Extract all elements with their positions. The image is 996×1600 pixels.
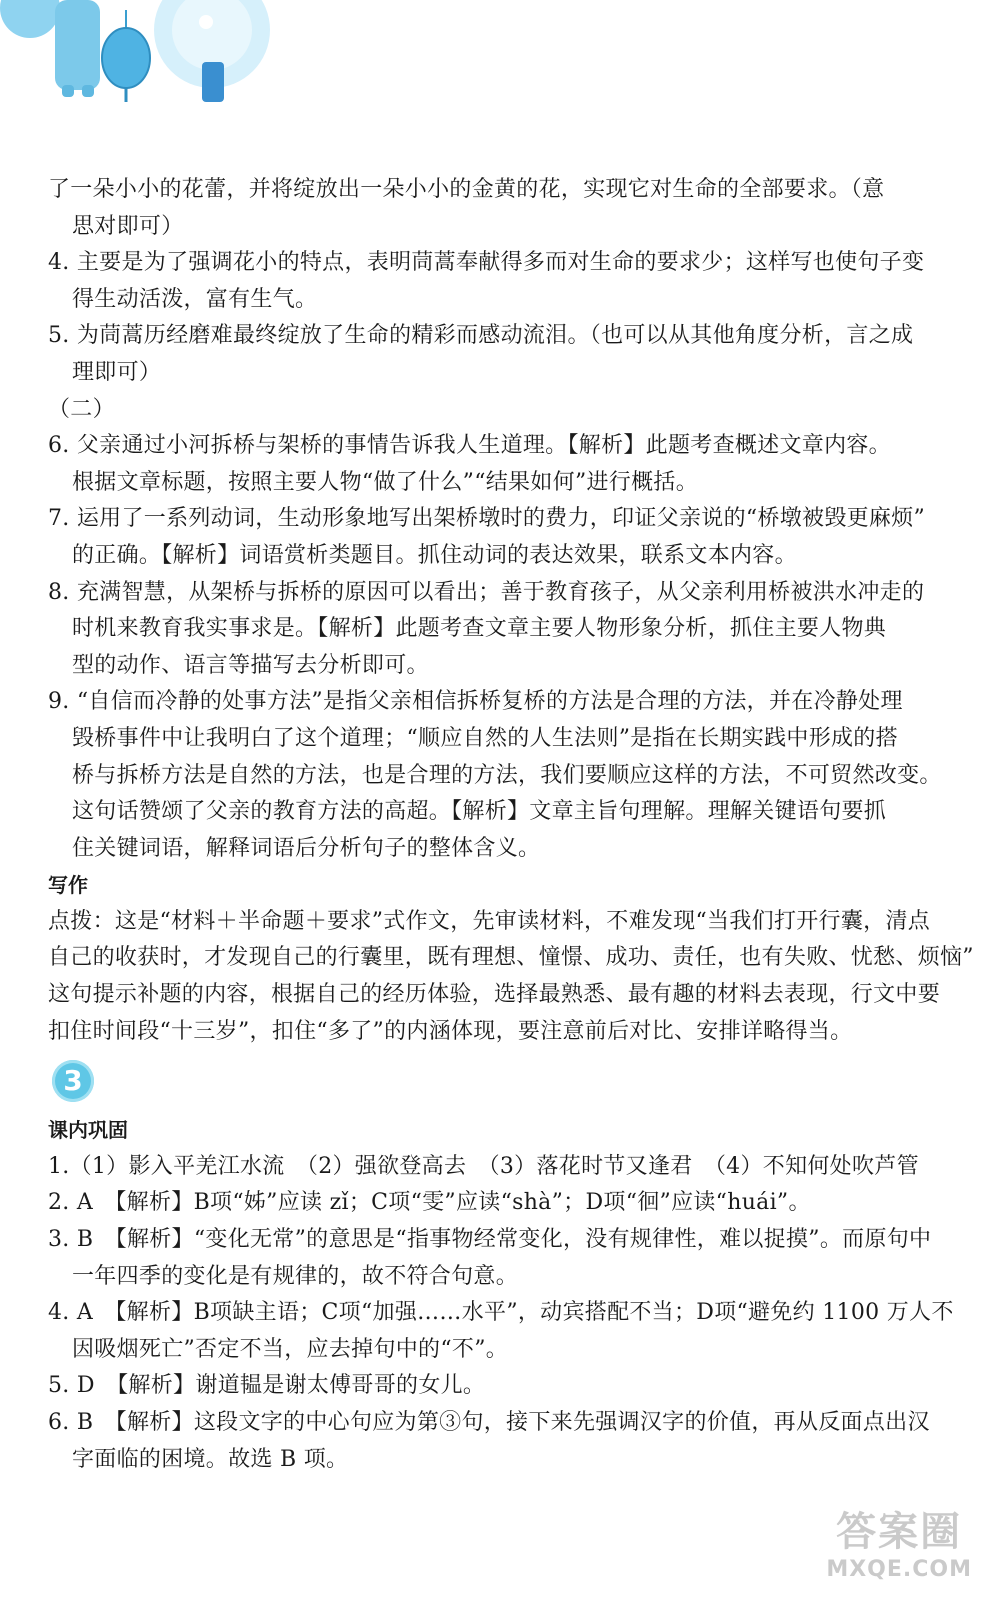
text-line: 时机来教育我实事求是。【解析】此题考查文章主要人物形象分析，抓住主要人物典 — [72, 616, 887, 642]
answer-item-2: 2. A 【解析】B项“姊”应读 zǐ；C项“雯”应读“shà”；D项“徊”应读“huái”。 — [48, 1190, 811, 1216]
answer-item-5b: 5. D 【解析】谢道韫是谢太傅哥哥的女儿。 — [48, 1373, 486, 1399]
text-line: 字面临的困境。故选 B 项。 — [72, 1446, 349, 1472]
answer-item-5: 5. 为茼蒿历经磨难最终绽放了生命的精彩而感动流泪。（也可以从其他角度分析，言之成 — [48, 323, 914, 349]
answer-item-4b: 4. A 【解析】B项缺主语；C项“加强……水平”，动宾搭配不当；D项“避免约 1100 万人不 — [48, 1300, 954, 1326]
text-line: 扣住时间段“十三岁”，扣住“多了”的内涵体现，要注意前后对比、安排详略得当。 — [48, 1018, 853, 1044]
text-line: 住关键词语，解释词语后分析句子的整体含义。 — [72, 835, 541, 861]
text-line: 因吸烟死亡”否定不当，应去掉句中的“不”。 — [72, 1336, 509, 1362]
section-heading-writing: 写作 — [48, 873, 88, 898]
answer-item-9: 9. “自信而冷静的处事方法”是指父亲相信拆桥复桥的方法是合理的方法，并在冷静处理 — [48, 689, 903, 715]
answer-item-3: 3. B 【解析】“变化无常”的意思是“指事物经常变化，没有规律性，难以捉摸”。而原句中 — [48, 1227, 932, 1253]
text-line: 理即可） — [72, 359, 162, 385]
section-heading-consolidation: 课内巩固 — [48, 1118, 128, 1143]
text-line: 桥与拆桥方法是自然的方法，也是合理的方法，我们要顺应这样的方法，不可贸然改变。 — [72, 762, 942, 788]
answer-content — [48, 172, 974, 1478]
text-line: 思对即可） — [72, 213, 184, 239]
unit-number-badge: 3 — [52, 1060, 94, 1102]
answer-item-1: 1.（1）影入平羌江水流 （2）强欲登高去 （3）落花时节又逢君 （4）不知何处吹芦管 — [48, 1153, 919, 1179]
answer-item-8: 8. 充满智慧，从架桥与拆桥的原因可以看出；善于教育孩子，从父亲利用桥被洪水冲走的 — [48, 579, 925, 605]
answer-item-6b: 6. B 【解析】这段文字的中心句应为第③句，接下来先强调汉字的价值，再从反面点出汉 — [48, 1410, 930, 1435]
text-line: 一年四季的变化是有规律的，故不符合句意。 — [72, 1263, 519, 1289]
watermark-logo: 答案圈 — [836, 1509, 963, 1555]
text-line: 毁桥事件中让我明白了这个道理；“顺应自然的人生法则”是指在长期实践中形成的搭 — [72, 725, 898, 751]
writing-tip: 点拨：这是“材料＋半命题＋要求”式作文，先审读材料，不难发现“当我们打开行囊，清点 — [48, 908, 931, 934]
answer-item-6: 6. 父亲通过小河拆桥与架桥的事情告诉我人生道理。【解析】此题考查概述文章内容。 — [48, 433, 891, 459]
watermark — [826, 1500, 972, 1582]
text-line: 这句提示补题的内容，根据自己的经历体验，选择最熟悉、最有趣的材料去表现，行文中要 — [48, 982, 941, 1008]
text-line: 自己的收获时，才发现自己的行囊里，既有理想、憧憬、成功、责任，也有失败、忧愁、烦恼” — [48, 945, 974, 971]
text-line: 型的动作、语言等描写去分析即可。 — [72, 652, 429, 678]
header-decoration — [0, 0, 300, 120]
answer-item-4: 4. 主要是为了强调花小的特点，表明茼蒿奉献得多而对生命的要求少；这样写也使句子变 — [48, 250, 925, 276]
text-line: 了一朵小小的花蕾，并将绽放出一朵小小的金黄的花，实现它对生命的全部要求。（意 — [48, 177, 885, 202]
text-line: 根据文章标题，按照主要人物“做了什么”“结果如何”进行概括。 — [72, 469, 698, 495]
text-line: 的正确。【解析】词语赏析类题目。抓住动词的表达效果，联系文本内容。 — [72, 542, 797, 568]
answer-item-7: 7. 运用了一系列动词，生动形象地写出架桥墩时的费力，印证父亲说的“桥墩被毁更麻烦” — [48, 506, 926, 532]
text-line: 这句话赞颂了父亲的教育方法的高超。【解析】文章主旨句理解。理解关键语句要抓 — [72, 799, 887, 825]
watermark-url: MXQE.COM — [826, 1557, 972, 1582]
text-line: 得生动活泼，富有生气。 — [72, 286, 318, 312]
section-label: （二） — [48, 396, 115, 422]
